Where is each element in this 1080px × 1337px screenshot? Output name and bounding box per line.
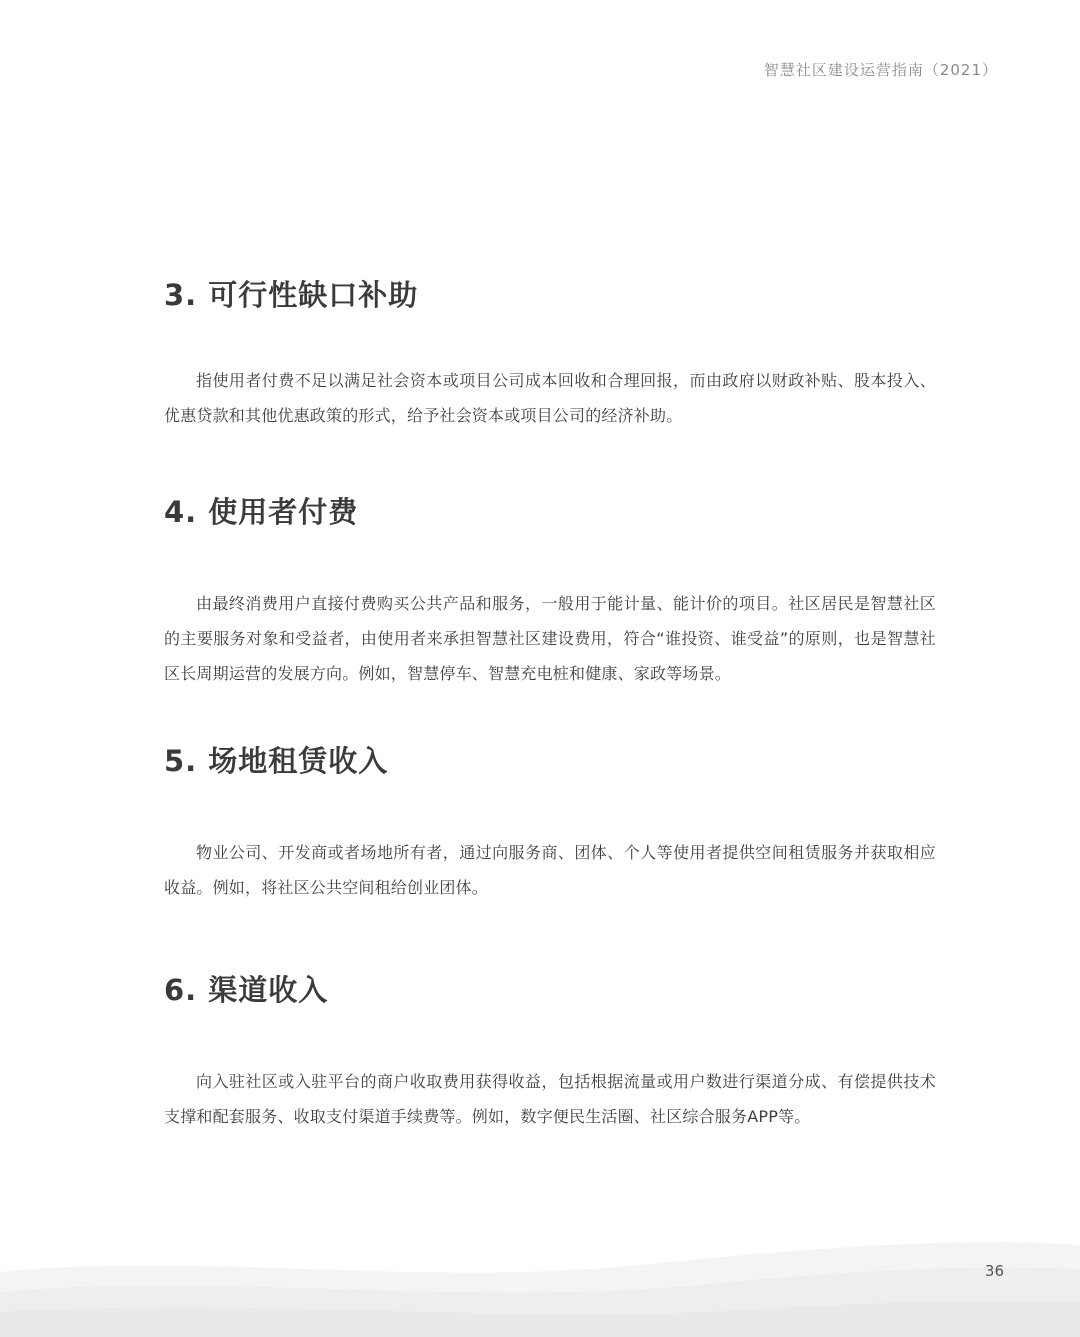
section-feasibility-gap-subsidy [164,277,936,433]
running-header: 智慧社区建设运营指南（2021） [763,61,998,79]
section-body: 指使用者付费不足以满足社会资本或项目公司成本回收和合理回报，而由政府以财政补贴、股本投入、优惠贷款和其他优惠政策的形式，给予社会资本或项目公司的经济补助。 [164,371,936,425]
section-user-fees [164,494,936,691]
section-body: 物业公司、开发商或者场地所有者，通过向服务商、团体、个人等使用者提供空间租赁服务并获取相应收益。例如，将社区公共空间租给创业团体。 [164,843,936,897]
section-heading: 3. 可行性缺口补助 [164,278,419,312]
section-heading: 6. 渠道收入 [164,973,329,1007]
page-number: 36 [984,1262,1004,1280]
section-body: 向入驻社区或入驻平台的商户收取费用获得收益，包括根据流量或用户数进行渠道分成、有偿提供技术支撑和配套服务、收取支付渠道手续费等。例如，数字便民生活圈、社区综合服务APP等。 [164,1072,936,1126]
section-venue-rental-income [164,743,936,905]
section-body: 由最终消费用户直接付费购买公共产品和服务，一般用于能计量、能计价的项目。社区居民是智慧社区的主要服务对象和受益者，由使用者来承担智慧社区建设费用，符合“谁投资、谁受益”的原则，也是智慧社区长周期运营的发展方向。例如，智慧停车、智慧充电桩和健康、家政等场景。 [164,594,936,683]
section-heading: 5. 场地租赁收入 [164,744,389,778]
section-channel-income [164,972,936,1134]
footer-wave-decoration [0,1217,1080,1337]
section-heading: 4. 使用者付费 [164,495,359,529]
